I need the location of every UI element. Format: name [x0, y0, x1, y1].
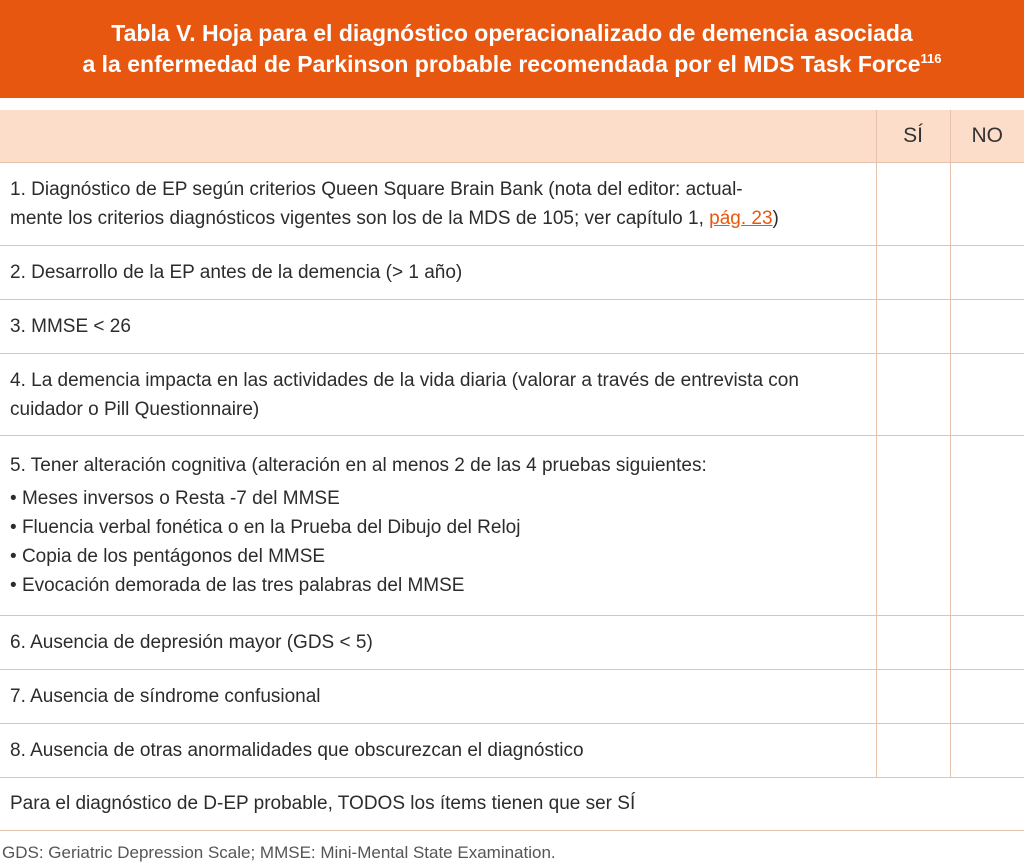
no-cell-5[interactable]: [950, 436, 1024, 616]
no-cell-2[interactable]: [950, 246, 1024, 300]
reference-superscript: 116: [920, 51, 942, 66]
table-title-line-2: [82, 49, 941, 80]
yes-cell-2[interactable]: [876, 246, 950, 300]
header-criteria-cell: [0, 110, 876, 163]
no-cell-6[interactable]: [950, 616, 1024, 670]
header-row: [0, 110, 1024, 163]
criterion-8: 8. Ausencia de otras anormalidades que obscurezcan el diagnóstico: [0, 724, 876, 778]
table-title-line-2-text: a la enfermedad de Parkinson probable recomendada por el MDS Task Force: [82, 51, 921, 77]
criterion-7: 7. Ausencia de síndrome confusional: [0, 670, 876, 724]
list-item: • Evocación demorada de las tres palabras del MMSE: [10, 571, 866, 600]
table-row: [0, 670, 1024, 724]
yes-cell-6[interactable]: [876, 616, 950, 670]
no-cell-8[interactable]: [950, 724, 1024, 778]
criterion-6: 6. Ausencia de depresión mayor (GDS < 5): [0, 616, 876, 670]
table-row: [0, 724, 1024, 778]
yes-cell-8[interactable]: [876, 724, 950, 778]
footnote: GDS: Geriatric Depression Scale; MMSE: Mini-Mental State Examination.: [2, 843, 556, 862]
criterion-2: 2. Desarrollo de la EP antes de la demencia (> 1 año): [0, 246, 876, 300]
header-yes: SÍ: [876, 110, 950, 163]
conclusion-text: Para el diagnóstico de D-EP probable, TODOS los ítems tienen que ser SÍ: [0, 778, 1024, 831]
criterion-1: [0, 163, 876, 246]
no-cell-3[interactable]: [950, 300, 1024, 354]
table-row: [0, 246, 1024, 300]
criteria-table: [0, 110, 1024, 831]
yes-cell-4[interactable]: [876, 354, 950, 436]
criterion-5-text: 5. Tener alteración cognitiva (alteración en al menos 2 de las 4 pruebas siguientes:: [10, 455, 707, 476]
no-cell-1[interactable]: [950, 163, 1024, 246]
yes-cell-3[interactable]: [876, 300, 950, 354]
table-row: [0, 436, 1024, 616]
yes-cell-7[interactable]: [876, 670, 950, 724]
title-gap: [0, 98, 1024, 110]
table-title: [0, 0, 1024, 98]
criterion-3: 3. MMSE < 26: [0, 300, 876, 354]
table-row: [0, 163, 1024, 246]
criterion-1-line-2: [10, 204, 866, 233]
yes-cell-5[interactable]: [876, 436, 950, 616]
criterion-1-line-1: 1. Diagnóstico de EP según criterios Queen Square Brain Bank (nota del editor: actual-: [10, 179, 743, 200]
criterion-5: [0, 436, 876, 616]
criterion-5-bullets: [10, 484, 866, 600]
list-item: • Fluencia verbal fonética o en la Prueba del Dibujo del Reloj: [10, 513, 866, 542]
header-no: NO: [950, 110, 1024, 163]
conclusion-row: [0, 778, 1024, 831]
list-item: • Copia de los pentágonos del MMSE: [10, 542, 866, 571]
criterion-1-close: ): [772, 208, 779, 229]
table-title-line-1: Tabla V. Hoja para el diagnóstico operacionalizado de demencia asociada: [111, 20, 913, 46]
table-row: [0, 616, 1024, 670]
table-row: [0, 300, 1024, 354]
criterion-4: 4. La demencia impacta en las actividades de la vida diaria (valorar a través de entrevista con cuidador o Pill Questionnaire): [0, 354, 876, 436]
yes-cell-1[interactable]: [876, 163, 950, 246]
list-item: • Meses inversos o Resta -7 del MMSE: [10, 484, 866, 513]
table-row: [0, 354, 1024, 436]
no-cell-7[interactable]: [950, 670, 1024, 724]
page-reference-link[interactable]: pág. 23: [709, 208, 773, 229]
no-cell-4[interactable]: [950, 354, 1024, 436]
criterion-1-line-2-text: mente los criterios diagnósticos vigentes son los de la MDS de 105; ver capítulo 1,: [10, 208, 710, 229]
